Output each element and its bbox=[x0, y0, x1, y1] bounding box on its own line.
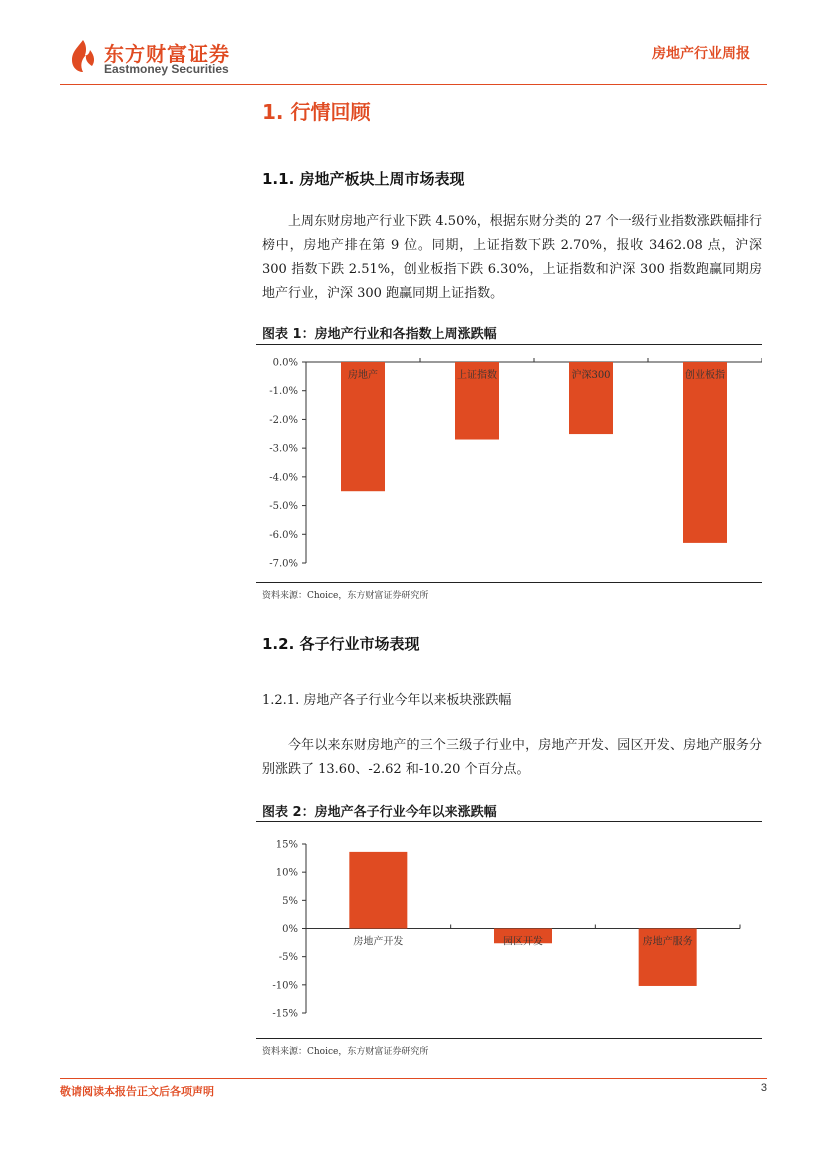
figure-1-bottom-rule bbox=[256, 582, 762, 583]
category-label: 房地产 bbox=[348, 370, 378, 381]
category-label: 创业板指 bbox=[685, 370, 725, 381]
y-tick-label: -6.0% bbox=[269, 529, 298, 541]
figure-1-source: 资料来源：Choice，东方财富证券研究所 bbox=[262, 591, 429, 601]
page-number: 3 bbox=[760, 1082, 767, 1094]
category-label: 沪深300 bbox=[571, 370, 611, 381]
section-1-2-paragraph: 今年以来东财房地产的三个三级子行业中，房地产开发、园区开发、房地产服务分别涨跌了 13.60、-2.62 和-10.20 个百分点。 bbox=[262, 738, 762, 777]
section-1-1-heading: 1.1. 房地产板块上周市场表现 bbox=[262, 170, 465, 188]
y-tick-label: -2.0% bbox=[269, 414, 298, 426]
y-tick-label: -5.0% bbox=[269, 501, 298, 513]
figure-2-bottom-rule bbox=[256, 1038, 762, 1039]
header-divider bbox=[60, 84, 767, 85]
y-tick-label: 15% bbox=[275, 839, 298, 851]
y-tick-label: 5% bbox=[282, 895, 298, 907]
brand-name-en: Eastmoney Securities bbox=[104, 62, 229, 76]
y-tick-label: -15% bbox=[272, 1008, 298, 1020]
y-tick-label: 0% bbox=[282, 924, 298, 935]
figure-1-title: 图表 1：房地产行业和各指数上周涨跌幅 bbox=[262, 327, 497, 342]
section-1-2-heading: 1.2. 各子行业市场表现 bbox=[262, 635, 420, 653]
footer-disclaimer: 敬请阅读本报告正文后各项声明 bbox=[60, 1085, 214, 1098]
figure-2-chart bbox=[256, 830, 762, 1030]
category-label: 上证指数 bbox=[457, 370, 497, 381]
eastmoney-flame-logo-icon bbox=[68, 38, 98, 74]
section-1-1-paragraph: 上周东财房地产行业下跌 4.50%，根据东财分类的 27 个一级行业指数涨跌幅排行榜中，房地产排在第 9 位。同期，上证指数下跌 2.70%，报收 3462.08 点，沪深 300 指数下跌 2.51%，创业板指下跌 6.30%，上证指数和沪深 300 指数跑赢同期房地产行业，沪深 300 跑赢同期上证指数。 bbox=[262, 214, 762, 301]
bar-房地产 bbox=[341, 362, 385, 491]
figure-2-title: 图表 2：房地产各子行业今年以来涨跌幅 bbox=[262, 805, 497, 820]
category-label: 房地产服务 bbox=[642, 936, 693, 948]
y-tick-label: -3.0% bbox=[269, 443, 298, 455]
y-tick-label: -1.0% bbox=[269, 386, 298, 398]
y-tick-label: -4.0% bbox=[269, 472, 298, 484]
y-tick-label: 0.0% bbox=[272, 357, 298, 369]
section-1-heading: 1. 行情回顾 bbox=[262, 100, 371, 124]
y-tick-label: -10% bbox=[272, 980, 298, 992]
figure-1-top-rule bbox=[256, 344, 762, 345]
brand-name-cn: 东方财富证券 bbox=[104, 42, 230, 66]
section-1-2-1-subheading: 1.2.1. 房地产各子行业今年以来板块涨跌幅 bbox=[262, 693, 512, 708]
figure-1-chart bbox=[256, 350, 762, 580]
y-tick-label: -7.0% bbox=[269, 558, 298, 570]
y-tick-label: -5% bbox=[278, 952, 298, 964]
y-tick-label: 10% bbox=[275, 867, 298, 879]
bar-创业板指 bbox=[683, 362, 727, 543]
figure-2-source: 资料来源：Choice，东方财富证券研究所 bbox=[262, 1047, 429, 1057]
footer-divider bbox=[60, 1078, 767, 1079]
category-label: 园区开发 bbox=[503, 936, 543, 948]
figure-2-top-rule bbox=[256, 821, 762, 822]
bar-房地产开发 bbox=[349, 852, 407, 929]
category-label: 房地产开发 bbox=[353, 936, 404, 948]
report-type-title: 房地产行业周报 bbox=[652, 46, 750, 62]
